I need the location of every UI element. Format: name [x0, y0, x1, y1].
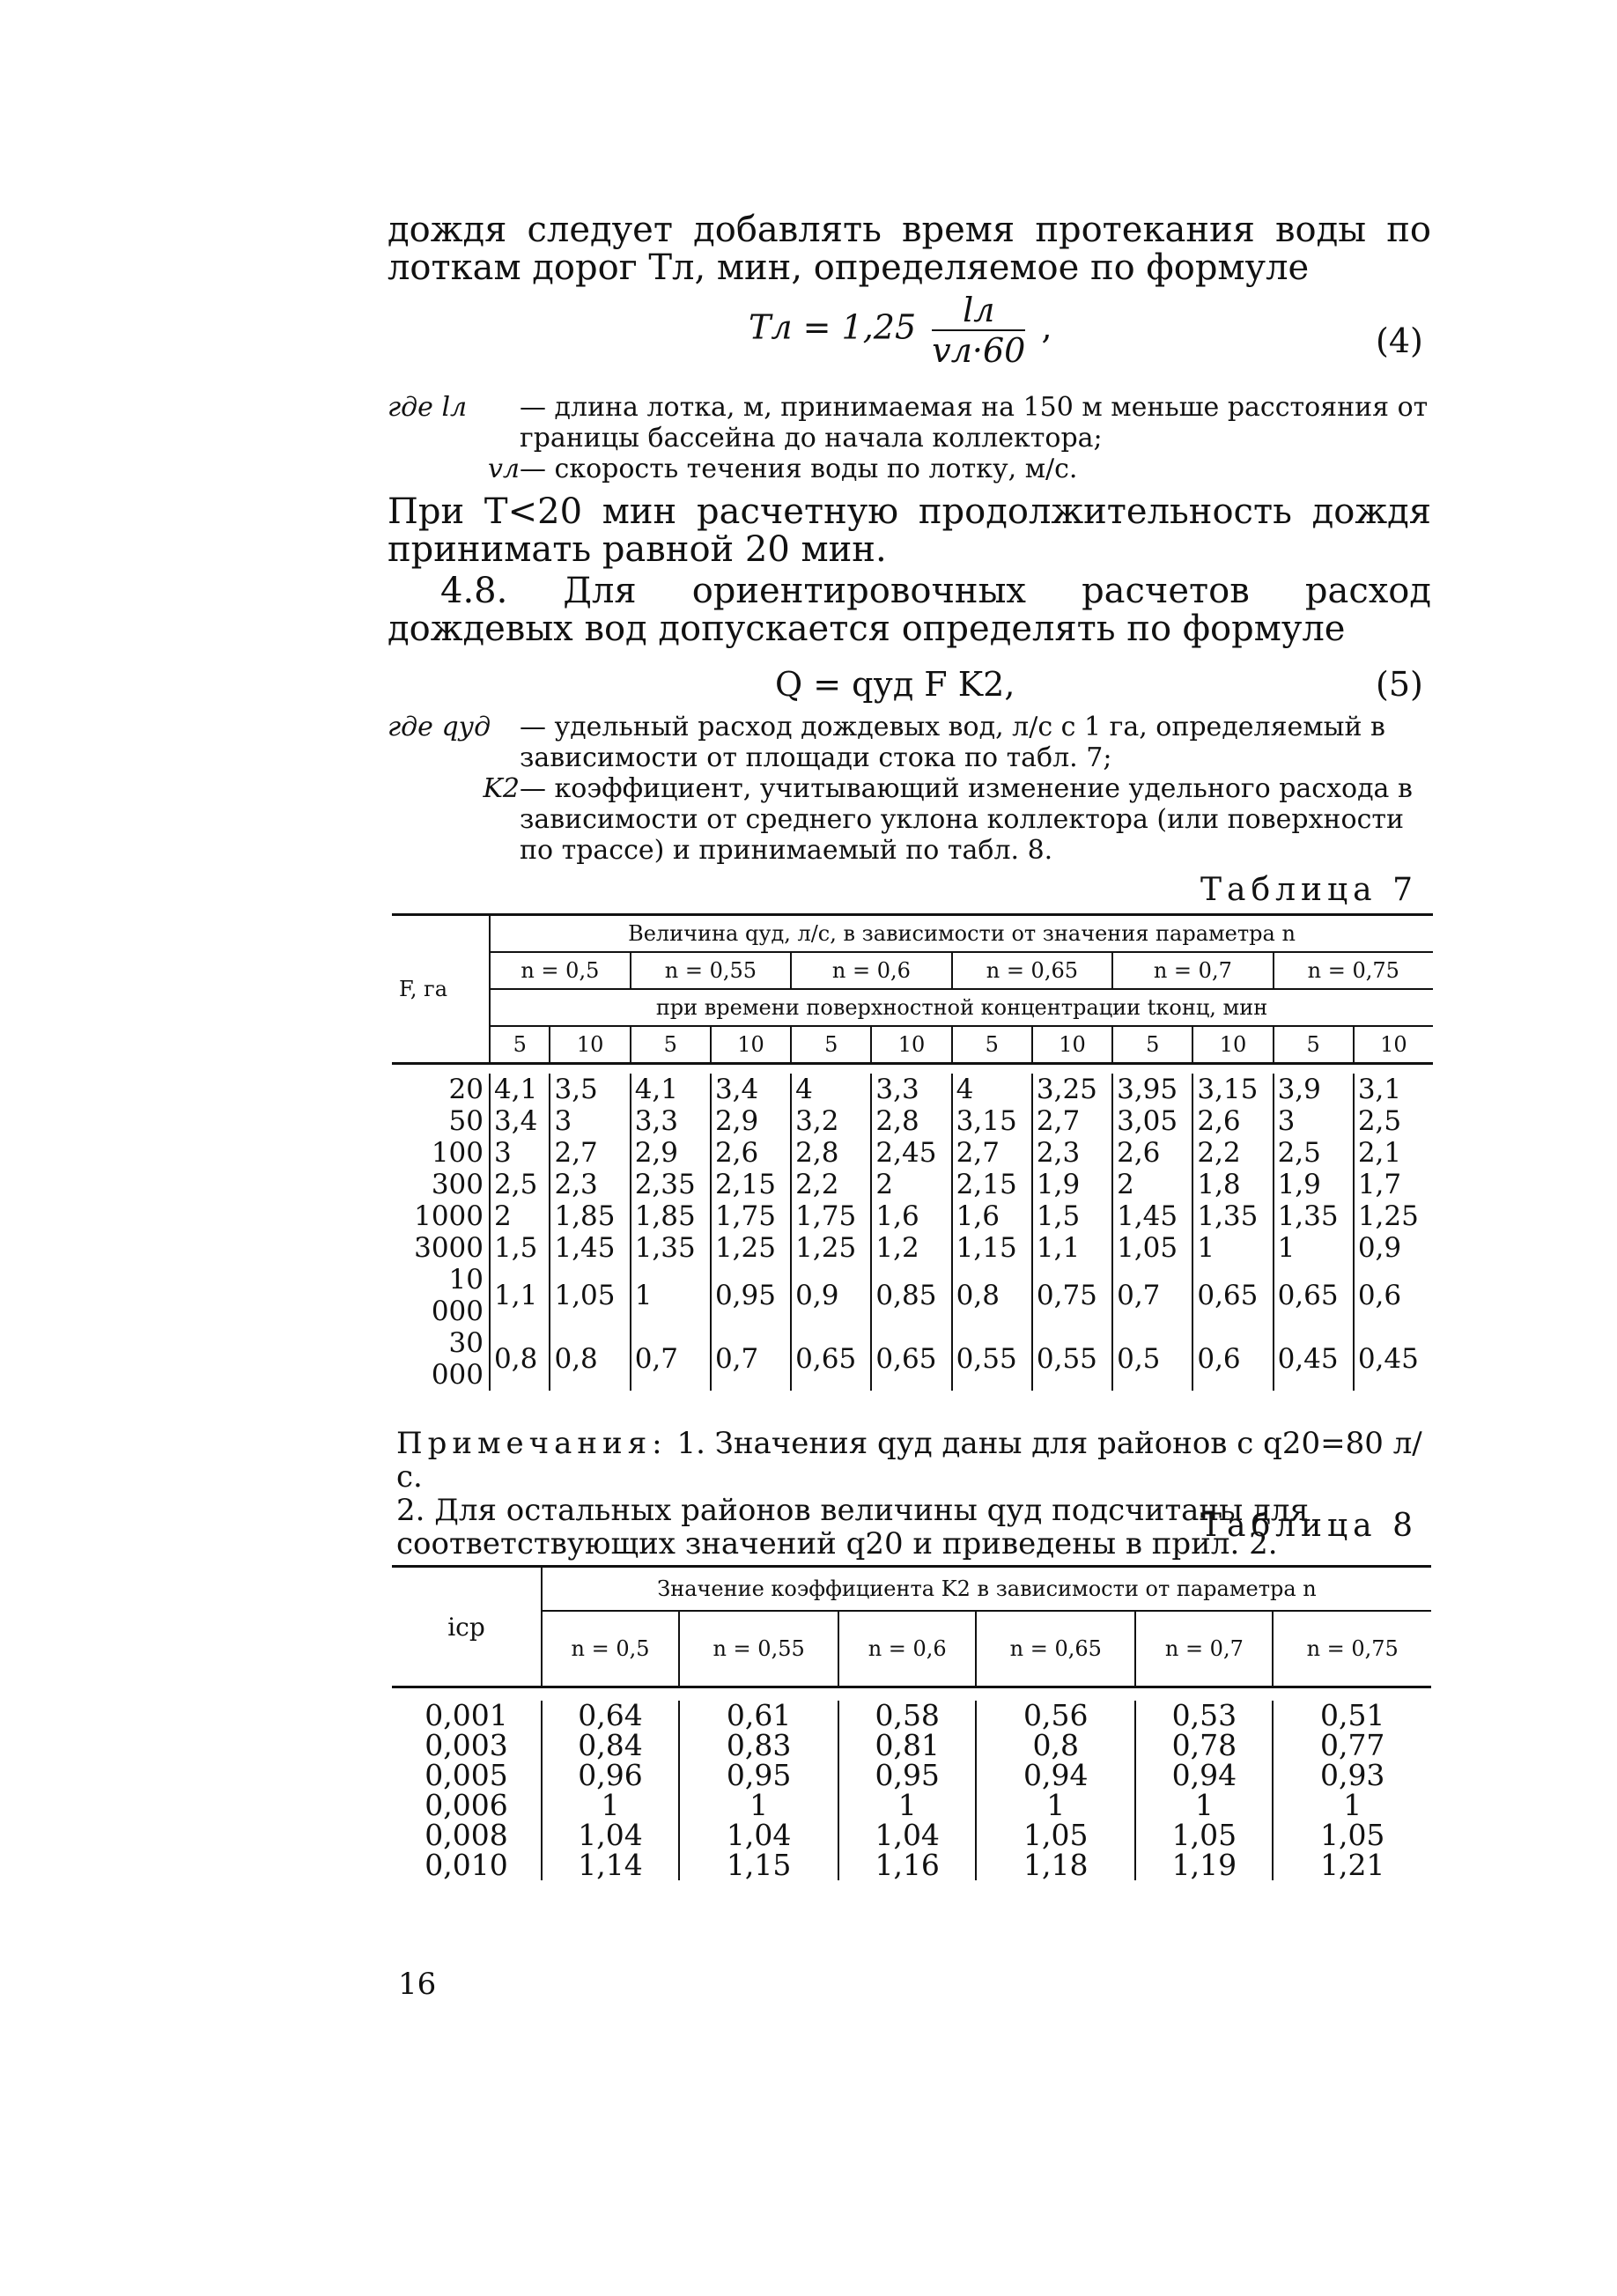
table-7-value-cell: 3: [1274, 1105, 1354, 1137]
table-8-value-cell: 0,83: [679, 1731, 838, 1761]
table-7-value-cell: 2,5: [1354, 1105, 1433, 1137]
table-7-value-cell: 2,3: [550, 1169, 630, 1200]
table-7-area-cell: 300: [431, 1169, 484, 1200]
table-8-slope-cell: 0,008: [425, 1818, 508, 1852]
table-7-value-cell: 1,05: [550, 1264, 630, 1327]
formula-4-fraction: [932, 291, 1025, 370]
table-7-value-cell: 4: [952, 1074, 1032, 1105]
table-8-n-header: n = 0,65: [976, 1611, 1135, 1687]
table-7-value-cell: 3: [490, 1137, 550, 1169]
table-7-value-cell: 2: [1112, 1169, 1192, 1200]
table-8-value-cell: 0,56: [976, 1701, 1135, 1731]
table-7-t-header: 5: [952, 1026, 1032, 1064]
table-8-slope-cell: 0,003: [425, 1728, 508, 1762]
table-7-value-cell: 3,2: [791, 1105, 871, 1137]
table-7-area-cell: 10 000: [431, 1264, 484, 1327]
table-8-n-header: n = 0,5: [542, 1611, 679, 1687]
table-7-value-cell: 1: [631, 1264, 711, 1327]
table-7-value-cell: 0,65: [1192, 1264, 1273, 1327]
table-7-value-cell: 1,25: [711, 1232, 791, 1264]
table-7-value-cell: 1,85: [631, 1200, 711, 1232]
table-7-value-cell: 1,6: [952, 1200, 1032, 1232]
table-8-value-cell: 1,21: [1273, 1850, 1431, 1880]
table-7-value-cell: 2,15: [952, 1169, 1032, 1200]
table-8-value-cell: 1: [976, 1790, 1135, 1820]
table-row: [392, 1761, 1431, 1790]
formula-5: Q = qуд F K2,: [775, 665, 1015, 704]
table-8-value-cell: 0,61: [679, 1701, 838, 1731]
note-1: 1. Значения qуд даны для районов с q20=80 л/с.: [396, 1426, 1422, 1495]
where-definition: — длина лотка, м, принимаемая на 150 м меньше расстояния от границы бассейна до начала коллектора;: [520, 392, 1429, 454]
table-7-value-cell: 1,35: [1274, 1200, 1354, 1232]
table-8-value-cell: 0,78: [1135, 1731, 1273, 1761]
table-7-value-cell: 1,05: [1112, 1232, 1192, 1264]
table-7-t-header: 5: [791, 1026, 871, 1064]
table-7-value-cell: 0,6: [1354, 1264, 1433, 1327]
table-7-value-cell: 3,4: [490, 1105, 550, 1137]
table-8-value-cell: 0,96: [542, 1761, 679, 1790]
table-row: [392, 1701, 1431, 1731]
table-7-value-cell: 3,95: [1112, 1074, 1192, 1105]
formula-4-lhs: Tл = 1,25: [749, 307, 917, 347]
table-row: [392, 1137, 1433, 1169]
formula-4-numerator: lл: [932, 291, 1025, 331]
table-8-value-cell: 0,84: [542, 1731, 679, 1761]
table-7-value-cell: 1: [1192, 1232, 1273, 1264]
table-8-value-cell: 1,18: [976, 1850, 1135, 1880]
page-number: 16: [398, 1967, 437, 2002]
table-7-area-cell: 3000: [414, 1232, 484, 1264]
table-7-value-cell: 2,3: [1032, 1137, 1112, 1169]
table-7-value-cell: 0,8: [550, 1327, 630, 1391]
table-7-value-cell: 0,9: [1354, 1232, 1433, 1264]
paragraph-t20: При T<20 мин расчетную продолжительность дождя принимать равной 20 мин.: [388, 491, 1431, 570]
table-7-value-cell: 3,5: [550, 1074, 630, 1105]
where-block-5: [388, 712, 1436, 866]
formula-5-number: (5): [1376, 665, 1423, 704]
table-8-value-cell: 1: [1273, 1790, 1431, 1820]
table-8-value-cell: 1: [1135, 1790, 1273, 1820]
table-7-area-cell: 50: [448, 1105, 484, 1137]
table-7-value-cell: 0,55: [1032, 1327, 1112, 1391]
table-8-value-cell: 0,8: [976, 1731, 1135, 1761]
table-8-value-cell: 0,77: [1273, 1731, 1431, 1761]
table-7-value-cell: 4,1: [490, 1074, 550, 1105]
table-7-n-header: n = 0,7: [1112, 952, 1273, 989]
where-item: [388, 454, 1436, 484]
table-8-value-cell: 1,15: [679, 1850, 838, 1880]
table-8-slope-cell: 0,005: [425, 1758, 508, 1792]
table-7-value-cell: 0,65: [791, 1327, 871, 1391]
table-7-value-cell: 0,8: [490, 1327, 550, 1391]
table-8: [392, 1565, 1431, 1880]
table-7-row-header: F, га: [392, 915, 490, 1064]
table-7-t-header: 5: [1274, 1026, 1354, 1064]
where-symbol: K2: [483, 773, 520, 804]
table-7-value-cell: 3,9: [1274, 1074, 1354, 1105]
table-7-value-cell: 0,6: [1192, 1327, 1273, 1391]
table-8-value-cell: 1,04: [679, 1820, 838, 1850]
table-7-value-cell: 1,9: [1032, 1169, 1112, 1200]
table-7-value-cell: 3,1: [1354, 1074, 1433, 1105]
table-7-t-header: 5: [631, 1026, 711, 1064]
where-definition: — скорость течения воды по лотку, м/с.: [520, 454, 1078, 484]
table-8-value-cell: 1: [838, 1790, 976, 1820]
table-7-area-cell: 20: [448, 1074, 484, 1105]
table-row: [392, 1731, 1431, 1761]
table-8-value-cell: 0,64: [542, 1701, 679, 1731]
table-7-value-cell: 0,85: [871, 1264, 951, 1327]
table-7-value-cell: 1,35: [1192, 1200, 1273, 1232]
table-8-n-header: n = 0,7: [1135, 1611, 1273, 1687]
table-7-value-cell: 1,7: [1354, 1169, 1433, 1200]
table-row: [392, 1850, 1431, 1880]
table-8-slope-cell: 0,001: [425, 1698, 508, 1732]
table-7-t-header: 10: [871, 1026, 951, 1064]
table-7-value-cell: 2,6: [711, 1137, 791, 1169]
table-7-value-cell: 0,5: [1112, 1327, 1192, 1391]
table-row: [392, 1200, 1433, 1232]
table-row: [392, 1232, 1433, 1264]
table-8-group-header: Значение коэффициента K2 в зависимости от параметра n: [542, 1567, 1431, 1612]
table-7-area-cell: 100: [431, 1137, 484, 1169]
table-8-value-cell: 1,05: [1135, 1820, 1273, 1850]
table-7-value-cell: 2,45: [871, 1137, 951, 1169]
table-7-value-cell: 0,65: [1274, 1264, 1354, 1327]
table-8-n-header: n = 0,55: [679, 1611, 838, 1687]
formula-4-number: (4): [1376, 321, 1423, 360]
table-7-value-cell: 3,15: [1192, 1074, 1273, 1105]
table-7-value-cell: 2,7: [1032, 1105, 1112, 1137]
table-7-value-cell: 2,7: [550, 1137, 630, 1169]
table-7-value-cell: 0,8: [952, 1264, 1032, 1327]
table-8-value-cell: 1,19: [1135, 1850, 1273, 1880]
table-7-value-cell: 2,5: [1274, 1137, 1354, 1169]
table-8-value-cell: 0,95: [838, 1761, 976, 1790]
where-item: [388, 392, 1436, 454]
table-8-value-cell: 0,95: [679, 1761, 838, 1790]
table-7-value-cell: 0,7: [1112, 1264, 1192, 1327]
table-8-slope-cell: 0,010: [425, 1848, 508, 1882]
table-7-value-cell: 1,45: [550, 1232, 630, 1264]
table-7-value-cell: 1,1: [1032, 1232, 1112, 1264]
table-7-value-cell: 2,8: [871, 1105, 951, 1137]
where-definition: — удельный расход дождевых вод, л/с с 1 га, определяемый в зависимости от площади стока по табл. 7;: [520, 712, 1385, 773]
table-7-t-header: 10: [711, 1026, 791, 1064]
table-7-value-cell: 2: [871, 1169, 951, 1200]
table-7-value-cell: 0,55: [952, 1327, 1032, 1391]
paragraph-4-8: 4.8. Для ориентировочных расчетов расход дождевых вод допускается определять по формуле: [388, 571, 1431, 649]
where-definition: — коэффициент, учитывающий изменение удельного расхода в зависимости от среднего уклона коллектора (или поверхности по трассе) и принимаемый по табл. 8.: [520, 773, 1413, 866]
table-7-value-cell: 1,5: [490, 1232, 550, 1264]
table-7-n-header: n = 0,75: [1274, 952, 1433, 989]
table-row: [392, 1790, 1431, 1820]
table-7-t-header: 5: [490, 1026, 550, 1064]
table-7-value-cell: 4,1: [631, 1074, 711, 1105]
note-2: 2. Для остальных районов величины qуд подсчитаны для соответствующих значений q20 и приведены в прил. 2.: [396, 1493, 1309, 1561]
formula-4-denominator: vл·60: [932, 331, 1026, 370]
table-8-value-cell: 0,58: [838, 1701, 976, 1731]
table-7: [392, 913, 1433, 1391]
table-7-area-cell: 30 000: [431, 1327, 484, 1391]
table-8-value-cell: 1,16: [838, 1850, 976, 1880]
table-7-value-cell: 0,95: [711, 1264, 791, 1327]
table-7-value-cell: 1,25: [1354, 1200, 1433, 1232]
table-7-area-cell: 1000: [414, 1200, 484, 1232]
table-7-value-cell: 1,8: [1192, 1169, 1273, 1200]
table-7-t-header: 10: [1192, 1026, 1273, 1064]
table-7-value-cell: 1,6: [871, 1200, 951, 1232]
table-7-value-cell: 3,4: [711, 1074, 791, 1105]
table-7-value-cell: 4: [791, 1074, 871, 1105]
table-8-value-cell: 1,14: [542, 1850, 679, 1880]
table-8-slope-cell: 0,006: [425, 1788, 508, 1822]
intro-paragraph: дождя следует добавлять время протекания воды по лоткам дорог Tл, мин, определяемое по формуле: [388, 210, 1431, 288]
where-item: [388, 773, 1436, 866]
table-7-value-cell: 2,35: [631, 1169, 711, 1200]
table-7-value-cell: 2: [490, 1200, 550, 1232]
where-symbol: vл: [487, 454, 520, 484]
table-row: [392, 1327, 1433, 1391]
table-row: [392, 1820, 1431, 1850]
table-7-value-cell: 0,45: [1354, 1327, 1433, 1391]
table-7-value-cell: 1,35: [631, 1232, 711, 1264]
table-row: [392, 1074, 1433, 1105]
table-7-value-cell: 1,25: [791, 1232, 871, 1264]
table-7-value-cell: 1,5: [1032, 1200, 1112, 1232]
table-7-n-header: n = 0,65: [952, 952, 1112, 989]
table-8-n-header: n = 0,75: [1273, 1611, 1431, 1687]
table-7-n-header: n = 0,5: [490, 952, 631, 989]
table-8-value-cell: 1,04: [542, 1820, 679, 1850]
table-7-value-cell: 1,85: [550, 1200, 630, 1232]
table-7-value-cell: 2,1: [1354, 1137, 1433, 1169]
table-row: [392, 1105, 1433, 1137]
table-7-time-header: при времени поверхностной концентрации tконц, мин: [490, 989, 1433, 1026]
table-8-row-header: iср: [447, 1612, 485, 1642]
table-7-t-header: 10: [1032, 1026, 1112, 1064]
where-block-4: [388, 392, 1436, 484]
table-7-value-cell: 3,05: [1112, 1105, 1192, 1137]
where-symbol: где qуд: [388, 712, 491, 742]
table-7-value-cell: 2,8: [791, 1137, 871, 1169]
formula-4: [749, 291, 1052, 370]
table-7-value-cell: 1,45: [1112, 1200, 1192, 1232]
where-item: [388, 712, 1436, 773]
table-row: [392, 1169, 1433, 1200]
table-7-value-cell: 3: [550, 1105, 630, 1137]
table-7-value-cell: 3,3: [871, 1074, 951, 1105]
where-symbol: где lл: [388, 392, 468, 423]
table-7-value-cell: 2,9: [711, 1105, 791, 1137]
table-7-t-header: 5: [1112, 1026, 1192, 1064]
table-7-value-cell: 1: [1274, 1232, 1354, 1264]
table-7-value-cell: 3,25: [1032, 1074, 1112, 1105]
table-7-value-cell: 2,7: [952, 1137, 1032, 1169]
notes-label: Примечания:: [396, 1426, 668, 1461]
table-7-caption: Таблица 7: [1200, 872, 1418, 908]
table-7-value-cell: 0,9: [791, 1264, 871, 1327]
table-7-value-cell: 2,5: [490, 1169, 550, 1200]
table-7-n-header: n = 0,6: [791, 952, 951, 989]
table-7-value-cell: 0,75: [1032, 1264, 1112, 1327]
table-7-value-cell: 2,9: [631, 1137, 711, 1169]
table-7-value-cell: 0,65: [871, 1327, 951, 1391]
table-7-value-cell: 0,7: [711, 1327, 791, 1391]
table-7-value-cell: 1,2: [871, 1232, 951, 1264]
table-8-value-cell: 0,81: [838, 1731, 976, 1761]
table-7-t-header: 10: [1354, 1026, 1433, 1064]
table-8-value-cell: 0,93: [1273, 1761, 1431, 1790]
table-8-value-cell: 0,51: [1273, 1701, 1431, 1731]
table-7-value-cell: 2,2: [791, 1169, 871, 1200]
table-7-t-header: 10: [550, 1026, 630, 1064]
table-7-value-cell: 1,15: [952, 1232, 1032, 1264]
table-7-value-cell: 2,6: [1112, 1137, 1192, 1169]
table-7-value-cell: 0,7: [631, 1327, 711, 1391]
table-8-value-cell: 0,94: [1135, 1761, 1273, 1790]
table-7-group-header: Величина qуд, л/с, в зависимости от значения параметра n: [490, 915, 1433, 953]
table-7-value-cell: 3,3: [631, 1105, 711, 1137]
table-7-value-cell: 1,75: [791, 1200, 871, 1232]
table-row: [392, 1264, 1433, 1327]
table-8-value-cell: 1: [542, 1790, 679, 1820]
table-7-value-cell: 1,9: [1274, 1169, 1354, 1200]
table-8-value-cell: 1: [679, 1790, 838, 1820]
table-7-value-cell: 2,15: [711, 1169, 791, 1200]
table-8-value-cell: 1,04: [838, 1820, 976, 1850]
table-7-n-header: n = 0,55: [631, 952, 791, 989]
table-7-value-cell: 1,1: [490, 1264, 550, 1327]
table-8-value-cell: 1,05: [976, 1820, 1135, 1850]
table-7-value-cell: 2,6: [1192, 1105, 1273, 1137]
table-7-value-cell: 2,2: [1192, 1137, 1273, 1169]
table-8-value-cell: 1,05: [1273, 1820, 1431, 1850]
table-7-value-cell: 1,75: [711, 1200, 791, 1232]
table-8-value-cell: 0,53: [1135, 1701, 1273, 1731]
table-8-caption: Таблица 8: [1200, 1508, 1418, 1544]
table-8-n-header: n = 0,6: [838, 1611, 976, 1687]
table-7-value-cell: 0,45: [1274, 1327, 1354, 1391]
table-8-value-cell: 0,94: [976, 1761, 1135, 1790]
table-7-value-cell: 3,15: [952, 1105, 1032, 1137]
formula-4-comma: ,: [1041, 307, 1052, 347]
